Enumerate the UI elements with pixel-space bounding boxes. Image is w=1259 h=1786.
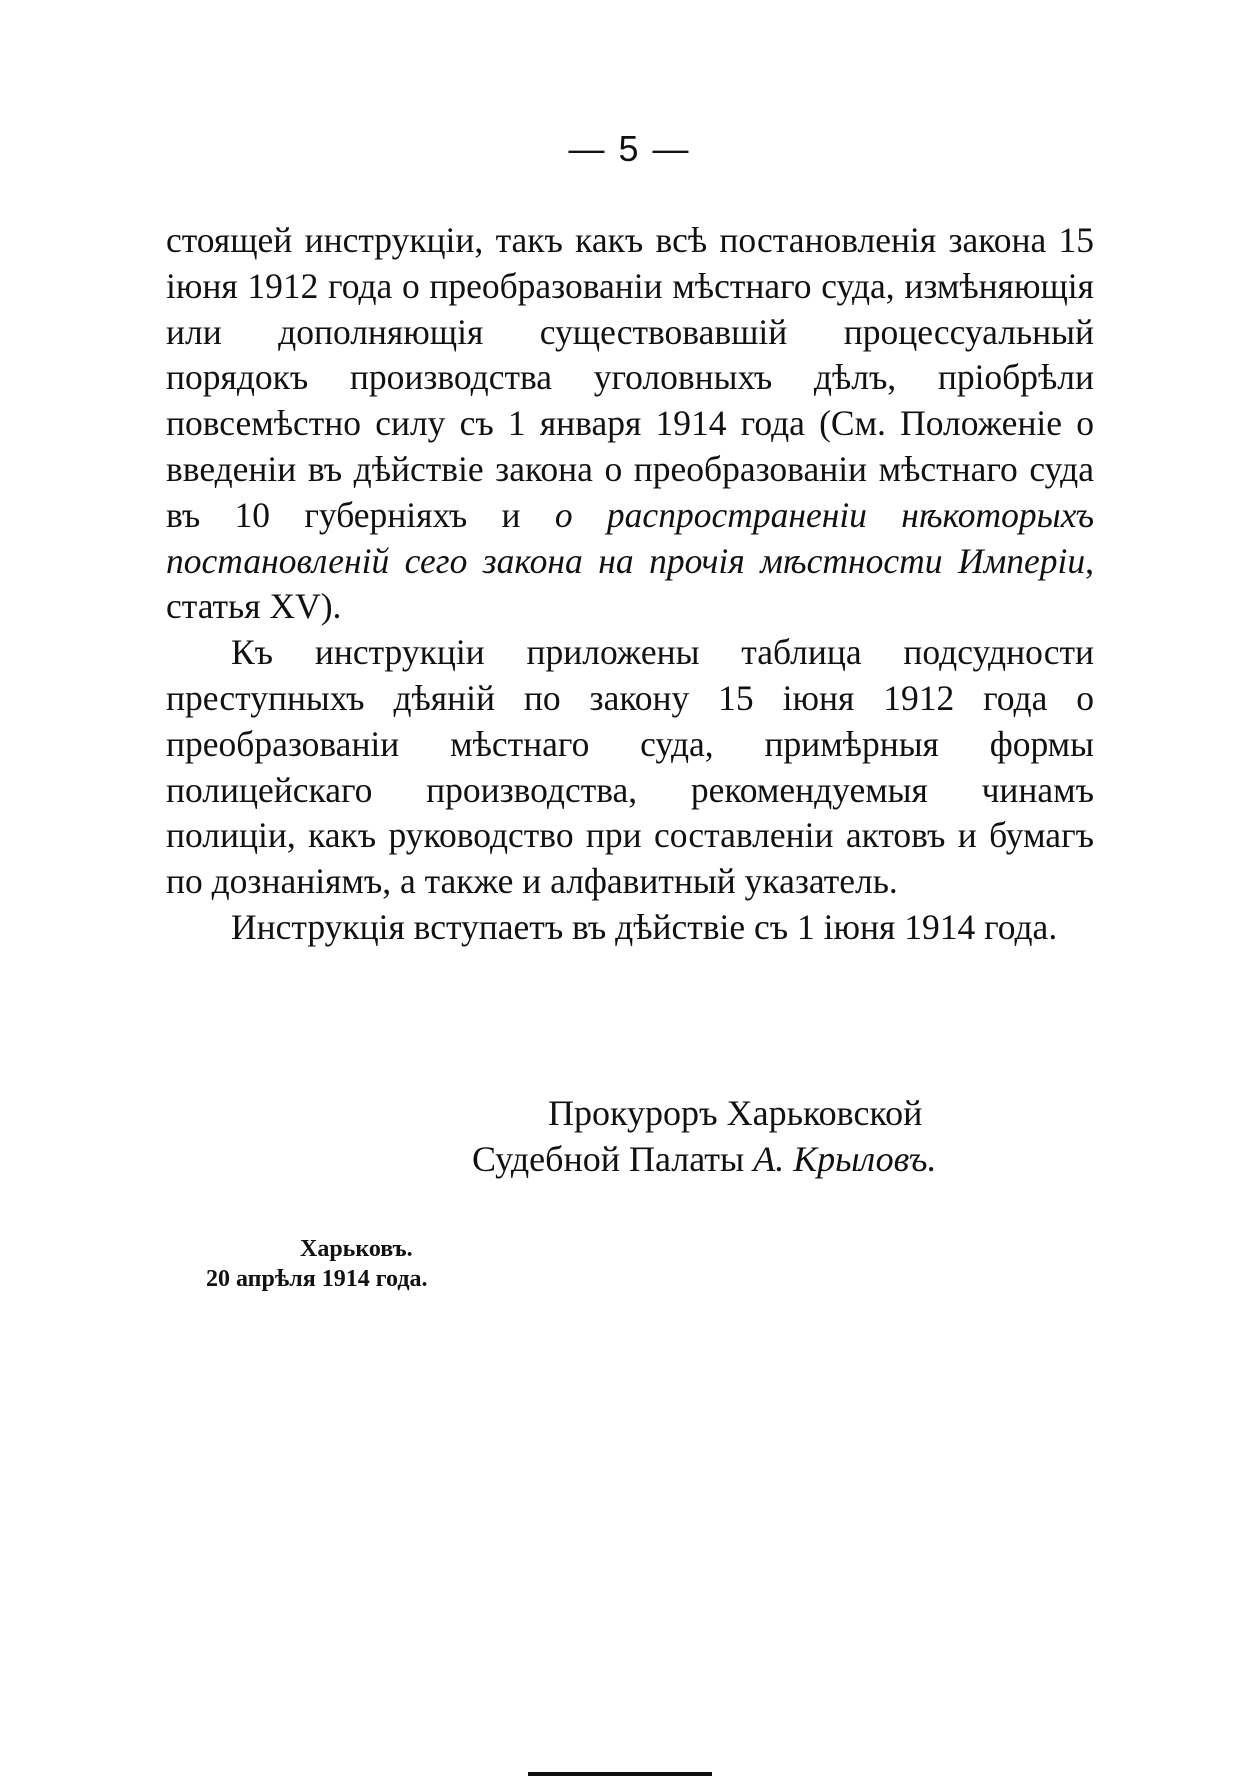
signature-line-2 (472, 1136, 1052, 1182)
paragraph-attachments: Къ инструкціи приложены таблица подсудности преступныхъ дѣяній по закону 15 іюня 1912 года о преобразованіи мѣстнаго суда, примѣрныя формы полицейскаго производства, рекомендуемыя чинамъ полиціи, какъ руководство при составленіи актовъ и бумагъ по дознаніямъ, а также и алфавитный указатель. (166, 632, 1094, 902)
signature-title: Прокуроръ Харьковской (548, 1093, 923, 1133)
paragraph-1-text: стоящей инструкціи, такъ какъ всѣ постановленія закона 15 іюня 1912 года о преобразованіи мѣстнаго суда, измѣняющія или дополняющія существовавшій процессуальный порядокъ производства уголовныхъ дѣлъ, пріобрѣли повсемѣстно силу съ 1 января 1914 года (См. Положеніе о введеніи въ дѣйствіе закона о преобразованіи мѣстнаго суда въ 10 губерніяхъ и (166, 220, 1094, 535)
place-date: 20 апрѣля 1914 года. (206, 1266, 428, 1292)
place-date-block (206, 1234, 566, 1294)
paragraph-effective-date: Инструкція вступаетъ въ дѣйствіе съ 1 іюня 1914 года. (231, 906, 1058, 947)
page-number: — 5 — (568, 128, 691, 169)
paragraph-1-tail: , статья XV). (166, 540, 1094, 627)
signature-block (472, 1090, 1052, 1182)
body-text (166, 218, 1094, 951)
end-rule-divider (528, 1772, 712, 1776)
signature-name: А. Крыловъ. (753, 1139, 937, 1179)
paragraph-1-italic: о распространеніи нѣкоторыхъ постановленій сего закона на прочія мѣстности Имперіи (166, 494, 1095, 581)
paragraph-continued (166, 218, 1094, 630)
signature-office: Судебной Палаты (472, 1139, 754, 1179)
place-city: Харьковъ. (300, 1236, 413, 1262)
